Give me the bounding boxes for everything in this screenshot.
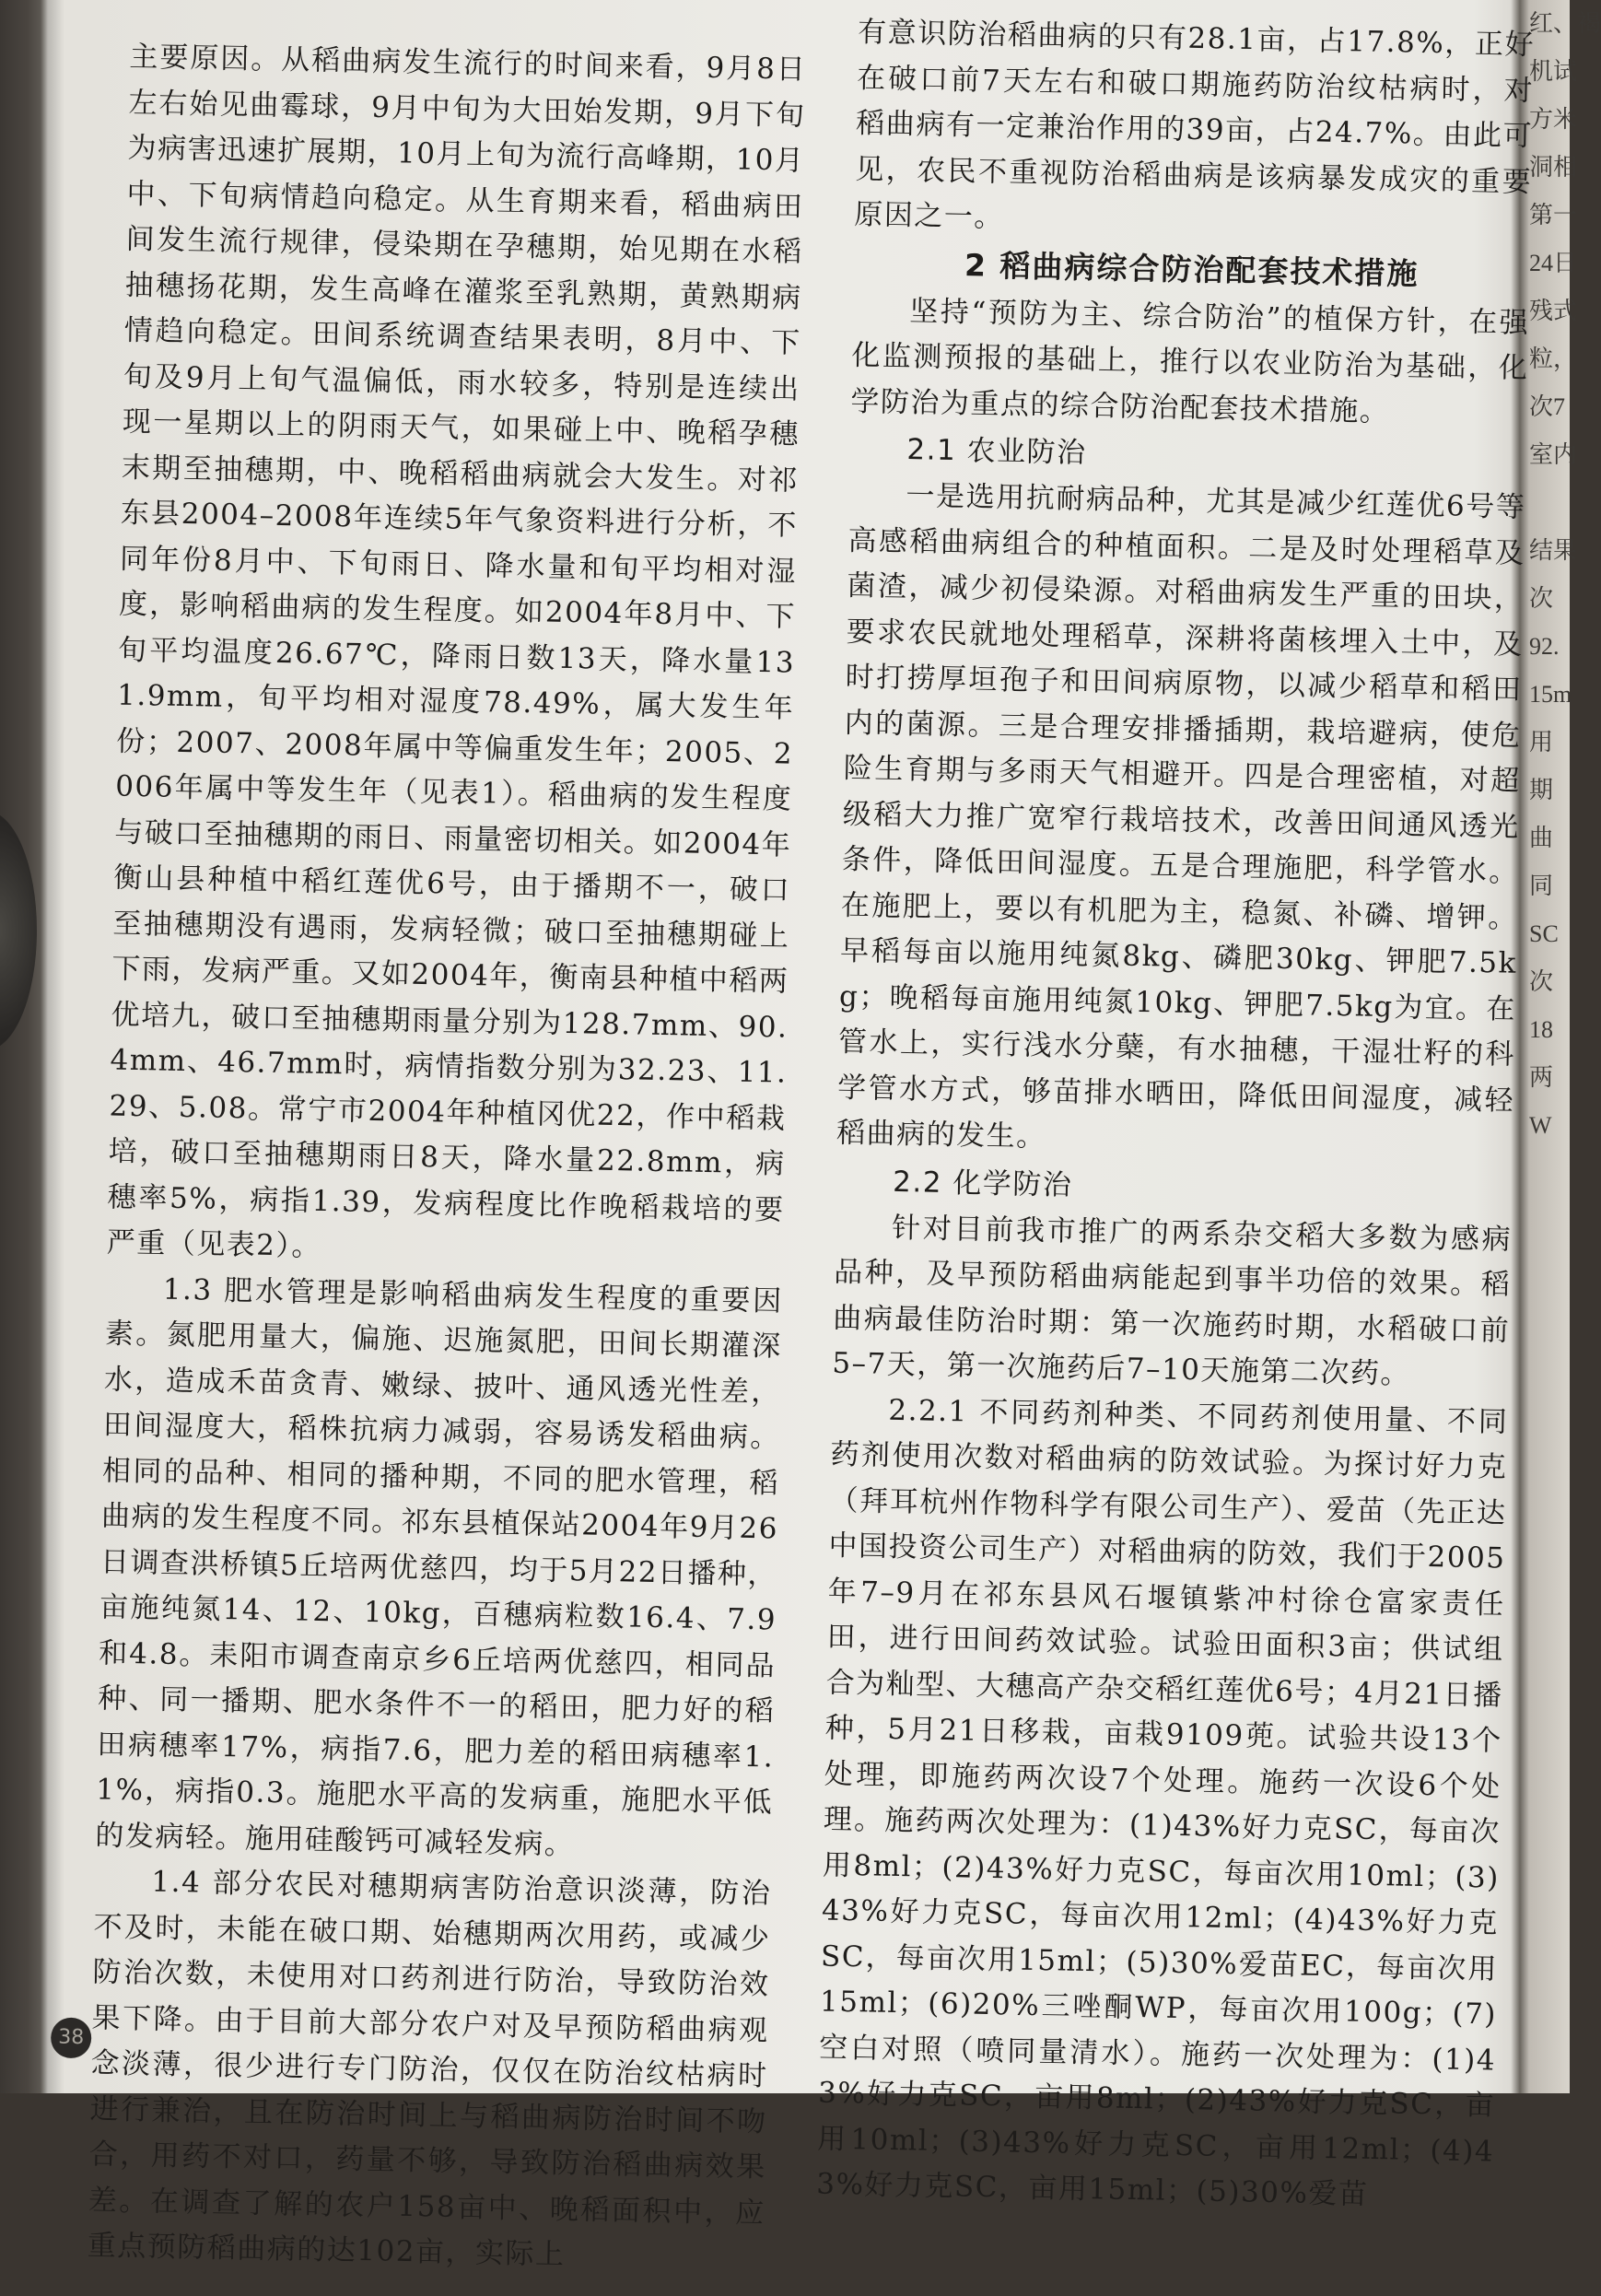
left-column	[87, 35, 806, 2282]
adjacent-page-fragment: 18	[1529, 1016, 1553, 1043]
adjacent-page-fragment: 第一	[1529, 202, 1578, 228]
adjacent-page-fragment	[1529, 479, 1570, 527]
adjacent-page-fragment: 方米	[1529, 106, 1578, 133]
journal-page	[57, 0, 1548, 2272]
adjacent-page-fragment: 红、褐	[1529, 10, 1601, 37]
paragraph-text: 坚持“预防为主、综合防治”的植保方针，在强化监测预报的基础上，推行以农业防治为基础，化学防治为重点的综合防治配套技术措施。	[850, 294, 1530, 428]
page-number: 38	[51, 2017, 92, 2058]
adjacent-page-fragment: 室内	[1529, 441, 1578, 468]
paragraph-text: 1.3 肥水管理是影响稻曲病发生程度的重要因素。氮肥用量大，偏施、迟施氮肥，田间长期灌深水，造成禾苗贪青、嫩绿、披叶、通风透光性差，田间湿度大，稻株抗病力减弱，容易诱发稻曲病。相同的品种、相同的播种期，不同的肥水管理，稻曲病的发生程度不同。祁东县植保站2004年9月26日调查洪桥镇5丘培两优慈四，均于5月22日播种，亩施纯氮14、12、10kg，百穗病粒数16.4、7.9和4.8。耒阳市调查南京乡6丘培两优慈四，相同品种、同一播期、肥水条件不一的稻田，肥力好的稻田病穗率17%，病指7.6，肥力差的稻田病穗率1.1%，病指0.3。施肥水平高的发病重，施肥水平低的发病轻。施用硅酸钙可减轻发病。	[95, 1272, 784, 1861]
adjacent-page-fragment: 用	[1529, 729, 1554, 756]
adjacent-page-fragment: 24日	[1529, 250, 1578, 276]
paragraph-text: 有意识防治稻曲病的只有28.1亩，占17.8%，正好在破口前7天左右和破口期施药防治纹枯病时，对稻曲病有一定兼治作用的39亩，占24.7%。由此可见，农民不重视防治稻曲病是该病暴发成灾的重要原因之一。	[854, 15, 1536, 234]
adjacent-page-fragment: 曲	[1529, 825, 1554, 851]
subsection-heading: 2.2 化学防治	[892, 1165, 1073, 1202]
adjacent-page-fragment: 残式	[1529, 298, 1578, 324]
adjacent-page-fragment: 结果	[1529, 537, 1578, 564]
adjacent-page-fragment: 次	[1529, 968, 1554, 995]
dark-disc-object	[0, 811, 37, 1050]
adjacent-page-fragment: 次7	[1529, 393, 1566, 420]
adjacent-page-fragment: 两	[1529, 1064, 1554, 1091]
paragraph-text: 1.4 部分农民对穗期病害防治意识淡薄，防治不及时，未能在破口期、始穗期两次用药，或减少防治次数，未使用对口药剂进行防治，导致防治效果下降。由于目前大部分农户对及早预防稻曲病观念淡薄，很少进行专门防治，仅仅在防治纹枯病时进行兼治，且在防治时间上与稻曲病防治时间不吻合，用药不对口，药量不够，导致防治稻曲病效果差。在调查了解的农户158亩中、晚稻面积中，应重点预防稻曲病的达102亩，实际上	[87, 1865, 772, 2272]
adjacent-page-fragment: 粒，	[1529, 346, 1578, 372]
adjacent-page-fragment: 机试	[1529, 58, 1578, 85]
adjacent-page-fragment: 15m	[1529, 681, 1572, 708]
paragraph-text: 主要原因。从稻曲病发生流行的时间来看，9月8日左右始见曲霉球，9月中旬为大田始发期，9月下旬为病害迅速扩展期，10月上旬为流行高峰期，10月中、下旬病情趋向稳定。从生育期来看，稻曲病田间发生流行规律，侵染期在孕穗期，始见期在水稻抽穗扬花期，发生高峰在灌浆至乳熟期，黄熟期病情趋向稳定。田间系统调查结果表明，8月中、下旬及9月上旬气温偏低，雨水较多，特别是连续出现一星期以上的阴雨天气，如果碰上中、晚稻孕穗末期至抽穗期，中、晚稻稻曲病就会大发生。对祁东县2004–2008年连续5年气象资料进行分析，不同年份8月中、下旬雨日、降水量和旬平均相对湿度，影响稻曲病的发生程度。如2004年8月中、下旬平均温度26.67℃，降雨日数13天，降水量131.9mm，旬平均相对湿度78.49%，属大发生年份；2007、2008年属中等偏重发生年；2005、2006年属中等发生年（见表1）。稻曲病的发生程度与破口至抽穗期的雨日、雨量密切相关。如2004年衡山县种植中稻红莲优6号，由于播期不一，破口至抽穗期没有遇雨，发病轻微；破口至抽穗期碰上下雨，发病严重。又如2004年，衡南县种植中稻两优培九，破口至抽穗期雨量分别为128.7mm、90.4mm、46.7mm时，病情指数分别为32.23、11.29、5.08。常宁市2004年种植冈优22，作中稻栽培，破口至抽穗期雨日8天，降水量22.8mm，病穗率5%，病指1.39，发病程度比作晚稻栽培的要严重（见表2）。	[106, 40, 807, 1263]
section-heading: 2 稻曲病综合防治配套技术措施	[964, 246, 1420, 292]
adjacent-page-fragment: 期	[1529, 777, 1554, 803]
adjacent-page-fragment: W	[1529, 1112, 1552, 1139]
adjacent-page-fragment: 92.	[1529, 633, 1560, 660]
right-column	[816, 10, 1536, 2220]
adjacent-page-fragment: 次	[1529, 585, 1554, 612]
adjacent-page-fragment: SC	[1529, 920, 1559, 947]
subsection-heading: 2.1 农业防治	[906, 432, 1087, 470]
paragraph-text: 针对目前我市推广的两系杂交稻大多数为感病品种，及早预防稻曲病能起到事半功倍的效果。稻曲病最佳防治时期：第一次施药时期，水稻破口前5–7天，第一次施药后7–10天施第二次药。	[832, 1211, 1513, 1391]
paragraph-text: 一是选用抗耐病品种，尤其是减少红莲优6号等高感稻曲病组合的种植面积。二是及时处理稻草及菌渣，减少初侵染源。对稻曲病发生严重的田块，要求农民就地处理稻草，深耕将菌核埋入土中，及时打捞厚垣孢子和田间病原物，以减少稻草和稻田内的菌源。三是合理安排播插期，栽培避病，使危险生育期与多雨天气相避开。四是合理密植，对超级稻大力推广宽窄行栽培技术，改善田间通风透光条件，降低田间湿度。五是合理施肥，科学管水。在施肥上，要以有机肥为主，稳氮、补磷、增钾。早稻每亩以施用纯氮8kg、磷肥30kg、钾肥7.5kg；晚稻每亩施用纯氮10kg、钾肥7.5kg为宜。在管水上，实行浅水分蘖，有水抽穗，干湿壮籽的科学管水方式，够苗排水晒田，降低田间湿度，减轻稻曲病的发生。	[836, 478, 1526, 1154]
adjacent-page-edge	[1529, 0, 1601, 2093]
adjacent-page-fragment: 洞相	[1529, 154, 1578, 181]
paragraph-text: 2.2.1 不同药剂种类、不同药剂使用量、不同药剂使用次数对稻曲病的防效试验。为探讨好力克（拜耳杭州作物科学有限公司生产）、爱苗（先正达中国投资公司生产）对稻曲病的防效，我们于2005年7–9月在祁东县风石堰镇紫冲村徐仓富家责任田，进行田间药效试验。试验田面积3亩；供试组合为籼型、大穗高产杂交稻红莲优6号；4月21日播种，5月21日移栽，亩栽9109蔸。试验共设13个处理，即施药两次设7个处理。施药一次设6个处理。施药两次处理为：(1)43%好力克SC，每亩次用8ml；(2)43%好力克SC，每亩次用10ml；(3)43%好力克SC，每亩次用12ml；(4)43%好力克SC，每亩次用15ml；(5)30%爱苗EC，每亩次用15ml；(6)20%三唑酮WP，每亩次用100g；(7)空白对照（喷同量清水）。施药一次处理为：(1)43%好力克SC，亩用8ml；(2)43%好力克SC，亩用10ml；(3)43%好力克SC，亩用12ml；(4)43%好力克SC，亩用15ml；(5)30%爱苗	[815, 1393, 1509, 2211]
adjacent-page-fragment: 同	[1529, 873, 1554, 899]
